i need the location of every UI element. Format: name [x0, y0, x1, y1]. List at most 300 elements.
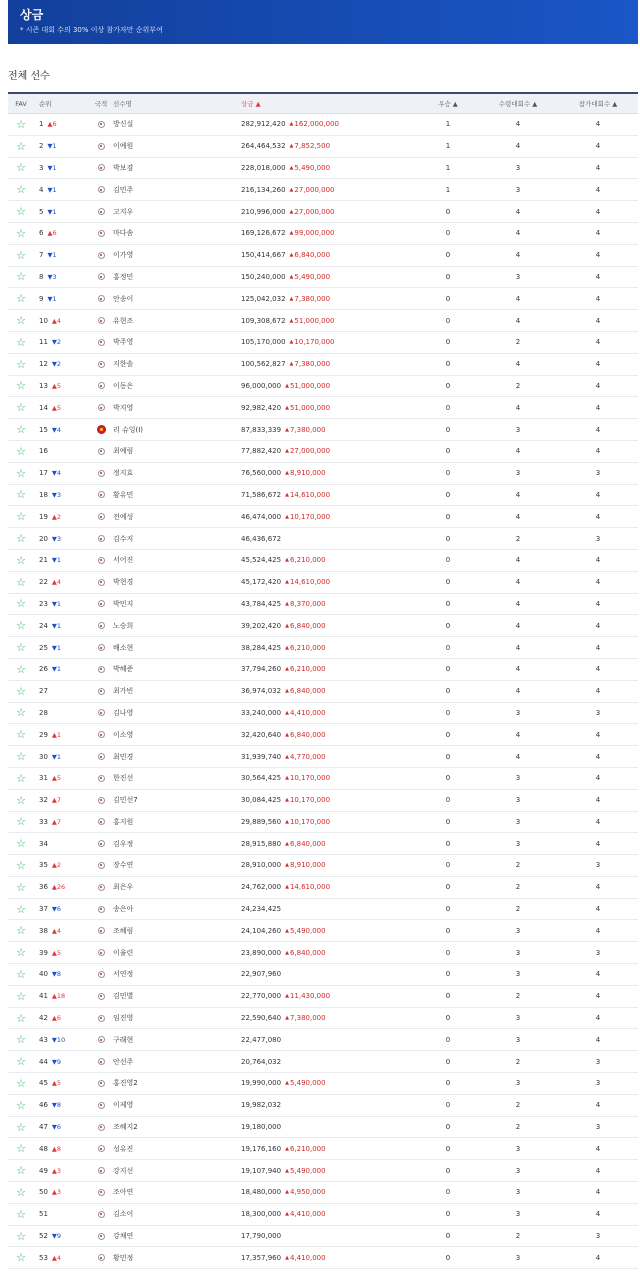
table-row[interactable] [8, 964, 638, 986]
player-name-link[interactable]: 성유진 [113, 1144, 134, 1153]
player-name-link[interactable]: 정지효 [113, 469, 134, 478]
table-row[interactable] [8, 899, 638, 921]
korea-flag-icon [98, 121, 105, 128]
player-name-link[interactable]: 이율린 [113, 948, 134, 957]
rank-value: 21 [39, 556, 48, 565]
table-row[interactable] [8, 441, 638, 463]
favorite-star-icon[interactable]: ☆ [16, 357, 26, 371]
wins-value: 0 [445, 578, 451, 587]
player-name-link[interactable]: 김나영 [113, 708, 134, 717]
favorite-star-icon[interactable]: ☆ [16, 292, 26, 306]
played-value: 4 [595, 207, 601, 216]
korea-flag-icon [98, 164, 105, 171]
played-value: 4 [595, 1144, 601, 1153]
prize-value: 125,042,032 [241, 294, 286, 303]
wins-value: 0 [445, 970, 451, 979]
player-name-link[interactable]: 김민선7 [113, 796, 138, 805]
favorite-star-icon[interactable]: ☆ [16, 161, 26, 175]
rank-value: 41 [39, 992, 48, 1001]
favorite-star-icon[interactable]: ☆ [16, 532, 26, 546]
table-row[interactable] [8, 790, 638, 812]
table-row[interactable] [8, 1182, 638, 1204]
rank-down-indicator: ▼1 [51, 599, 62, 608]
rank-down-indicator: ▼1 [47, 185, 57, 194]
favorite-star-icon[interactable]: ☆ [16, 1229, 26, 1243]
prize-delta: ▲ 7,852,500 [290, 142, 331, 150]
player-name-link[interactable]: 홍정민 [113, 272, 134, 281]
table-row[interactable] [8, 681, 638, 703]
played-value: 4 [595, 599, 601, 608]
favorite-star-icon[interactable]: ☆ [16, 423, 26, 437]
player-name-link[interactable]: 이가영 [113, 251, 134, 260]
wins-value: 0 [445, 1232, 451, 1241]
table-row[interactable] [8, 419, 638, 441]
player-name-link[interactable]: 최은우 [113, 883, 134, 892]
table-row[interactable] [8, 267, 638, 289]
prize-delta: ▲ 4,410,000 [285, 1210, 326, 1218]
korea-flag-icon [98, 884, 105, 891]
korea-flag-icon [98, 295, 105, 302]
received-value: 3 [515, 1188, 521, 1197]
player-name-link[interactable]: 김우정 [113, 839, 134, 848]
wins-value: 0 [445, 861, 451, 870]
korea-flag-icon [98, 470, 105, 477]
player-name-link[interactable]: 이예원 [113, 142, 134, 151]
table-row[interactable] [8, 615, 638, 637]
wins-value: 0 [445, 469, 451, 478]
prize-value: 22,770,000 [241, 992, 282, 1001]
favorite-star-icon[interactable]: ☆ [16, 793, 26, 807]
table-row[interactable] [8, 1160, 638, 1182]
received-value: 3 [515, 926, 521, 935]
favorite-star-icon[interactable]: ☆ [16, 858, 26, 872]
rank-value: 11 [39, 338, 48, 347]
favorite-star-icon[interactable]: ☆ [16, 248, 26, 262]
player-name-link[interactable]: 홍지원 [113, 817, 134, 826]
favorite-star-icon[interactable]: ☆ [16, 728, 26, 742]
table-row[interactable] [8, 1247, 638, 1269]
prize-value: 77,882,420 [241, 447, 282, 456]
favorite-star-icon[interactable]: ☆ [16, 815, 26, 829]
rank-up-indicator: ▲4 [51, 578, 62, 587]
korea-flag-icon [98, 1124, 105, 1131]
table-row[interactable] [8, 158, 638, 180]
player-name-link[interactable]: 방신실 [113, 120, 134, 129]
favorite-star-icon[interactable]: ☆ [16, 880, 26, 894]
table-row[interactable] [8, 1073, 638, 1095]
rank-up-indicator: ▲5 [51, 381, 62, 390]
prize-value: 36,974,032 [241, 687, 282, 696]
prize-value: 24,762,000 [241, 883, 282, 892]
rank-up-indicator: ▲6 [47, 229, 57, 238]
table-row[interactable] [8, 114, 638, 136]
table-row[interactable] [8, 659, 638, 681]
table-row[interactable] [8, 550, 638, 572]
prize-delta: ▲ 5,490,000 [285, 1079, 326, 1087]
prize-delta: ▲ 6,840,000 [285, 840, 326, 848]
player-name-link[interactable]: 조아연 [113, 1188, 134, 1197]
favorite-star-icon[interactable]: ☆ [16, 379, 26, 393]
favorite-star-icon[interactable]: ☆ [16, 444, 26, 458]
player-name-link[interactable]: 조혜림 [113, 926, 134, 935]
player-name-link[interactable]: 지한솔 [113, 360, 134, 369]
received-value: 4 [515, 687, 521, 696]
rank-value: 52 [39, 1232, 48, 1241]
favorite-star-icon[interactable]: ☆ [16, 226, 26, 240]
rank-down-indicator: ▼9 [51, 1057, 62, 1066]
rank-up-indicator: ▲7 [51, 796, 62, 805]
player-name-link[interactable]: 서연정 [113, 970, 134, 979]
prize-value: 150,414,667 [241, 251, 286, 260]
prize-value: 17,790,000 [241, 1232, 282, 1241]
player-name-link[interactable]: 안송이 [113, 294, 134, 303]
prize-value: 17,357,960 [241, 1253, 282, 1262]
header-played-sort[interactable]: 참가대회수 ▲ [578, 100, 618, 108]
played-value: 4 [595, 1035, 601, 1044]
wins-value: 0 [445, 403, 451, 412]
prize-value: 24,234,425 [241, 905, 282, 914]
rank-value: 30 [39, 752, 48, 761]
prize-value: 22,907,960 [241, 970, 282, 979]
favorite-star-icon[interactable]: ☆ [16, 1185, 26, 1199]
favorite-star-icon[interactable]: ☆ [16, 335, 26, 349]
table-row[interactable] [8, 833, 638, 855]
wins-value: 0 [445, 774, 451, 783]
received-value: 2 [515, 381, 521, 390]
table-row[interactable] [8, 245, 638, 267]
table-row[interactable] [8, 855, 638, 877]
player-name-link[interactable]: 최가빈 [113, 687, 134, 696]
favorite-star-icon[interactable]: ☆ [16, 575, 26, 589]
favorite-star-icon[interactable]: ☆ [16, 1120, 26, 1134]
korea-flag-icon [98, 1211, 105, 1218]
rank-down-indicator: ▼9 [51, 1232, 62, 1241]
received-value: 3 [515, 708, 521, 717]
favorite-star-icon[interactable]: ☆ [16, 1011, 26, 1025]
rank-value: 12 [39, 360, 48, 369]
played-value: 4 [595, 120, 601, 129]
favorite-star-icon[interactable]: ☆ [16, 270, 26, 284]
table-row[interactable] [8, 310, 638, 332]
table-row[interactable] [8, 1008, 638, 1030]
wins-value: 0 [445, 905, 451, 914]
player-name-link[interactable]: 고지우 [113, 207, 134, 216]
rank-down-indicator: ▼8 [51, 970, 62, 979]
favorite-star-icon[interactable]: ☆ [16, 1164, 26, 1178]
played-value: 4 [595, 425, 601, 434]
table-row[interactable] [8, 572, 638, 594]
prize-delta: ▲ 8,910,000 [285, 469, 326, 477]
prize-value: 109,308,672 [241, 316, 286, 325]
table-row[interactable] [8, 506, 638, 528]
favorite-star-icon[interactable]: ☆ [16, 1142, 26, 1156]
prize-value: 30,084,425 [241, 796, 282, 805]
received-value: 4 [515, 599, 521, 608]
prize-delta: ▲ 10,170,000 [285, 796, 330, 804]
wins-value: 0 [445, 1079, 451, 1088]
rank-value: 42 [39, 1014, 48, 1023]
prize-value: 23,890,000 [241, 948, 282, 957]
rank-up-indicator: ▲1 [51, 730, 62, 739]
rank-value: 32 [39, 796, 48, 805]
favorite-star-icon[interactable]: ☆ [16, 641, 26, 655]
player-name-link[interactable]: 박혜준 [113, 665, 134, 674]
favorite-star-icon[interactable]: ☆ [16, 967, 26, 981]
played-value: 4 [595, 360, 601, 369]
favorite-star-icon[interactable]: ☆ [16, 597, 26, 611]
korea-flag-icon [98, 731, 105, 738]
table-row[interactable] [8, 1095, 638, 1117]
korea-flag-icon [98, 906, 105, 913]
received-value: 4 [515, 665, 521, 674]
table-row[interactable] [8, 1029, 638, 1051]
table-row[interactable] [8, 223, 638, 245]
prize-delta: ▲ 6,840,000 [285, 687, 326, 695]
table-row[interactable] [8, 528, 638, 550]
prize-delta: ▲ 6,840,000 [285, 949, 326, 957]
player-name-link[interactable]: 김수지 [113, 534, 134, 543]
player-name-link[interactable]: 서어진 [113, 556, 134, 565]
received-value: 4 [515, 556, 521, 565]
table-row[interactable] [8, 1051, 638, 1073]
rank-value: 48 [39, 1144, 48, 1153]
player-name-link[interactable]: 장수연 [113, 861, 134, 870]
received-value: 4 [515, 512, 521, 521]
wins-value: 0 [445, 447, 451, 456]
table-row[interactable] [8, 332, 638, 354]
rank-down-indicator: ▼1 [47, 163, 57, 172]
received-value: 2 [515, 905, 521, 914]
rank-up-indicator: ▲8 [51, 1144, 62, 1153]
player-name-link[interactable]: 전예성 [113, 512, 134, 521]
prize-delta: ▲ 51,000,000 [285, 404, 330, 412]
rank-down-indicator: ▼1 [51, 752, 62, 761]
player-name-link[interactable]: 강채연 [113, 1232, 134, 1241]
wins-value: 0 [445, 796, 451, 805]
wins-value: 0 [445, 1253, 451, 1262]
korea-flag-icon [98, 818, 105, 825]
prize-delta: ▲ 7,380,000 [290, 295, 331, 303]
table-row[interactable] [8, 942, 638, 964]
played-value: 4 [595, 1210, 601, 1219]
player-name-link[interactable]: 홍진영2 [113, 1079, 138, 1088]
favorite-star-icon[interactable]: ☆ [16, 466, 26, 480]
korea-flag-icon [98, 709, 105, 716]
header-wins-sort[interactable]: 우승 ▲ [438, 100, 458, 108]
table-row[interactable] [8, 1204, 638, 1226]
rank-value: 33 [39, 817, 48, 826]
player-name-link[interactable]: 한진선 [113, 774, 134, 783]
favorite-star-icon[interactable]: ☆ [16, 619, 26, 633]
table-row[interactable] [8, 724, 638, 746]
player-name-link[interactable]: 김민별 [113, 992, 134, 1001]
korea-flag-icon [98, 579, 105, 586]
korea-flag-icon [98, 927, 105, 934]
received-value: 4 [515, 752, 521, 761]
favorite-star-icon[interactable]: ☆ [16, 553, 26, 567]
favorite-star-icon[interactable]: ☆ [16, 183, 26, 197]
rank-up-indicator: ▲4 [51, 1253, 62, 1262]
rank-value: 22 [39, 578, 48, 587]
player-name-link[interactable]: 최민경 [113, 752, 134, 761]
wins-value: 0 [445, 599, 451, 608]
prize-delta: ▲ 6,210,000 [285, 1145, 326, 1153]
favorite-star-icon[interactable]: ☆ [16, 924, 26, 938]
favorite-star-icon[interactable]: ☆ [16, 946, 26, 960]
table-row[interactable] [8, 1226, 638, 1248]
table-row[interactable] [8, 179, 638, 201]
table-row[interactable] [8, 397, 638, 419]
favorite-star-icon[interactable]: ☆ [16, 139, 26, 153]
wins-value: 0 [445, 1057, 451, 1066]
received-value: 3 [515, 1166, 521, 1175]
player-name-link[interactable]: 노승희 [113, 621, 134, 630]
player-name-link[interactable]: 김민주 [113, 185, 134, 194]
player-name-link[interactable]: 조혜지2 [113, 1123, 138, 1132]
rank-value: 5 [39, 207, 44, 216]
rank-value: 47 [39, 1123, 48, 1132]
table-row[interactable] [8, 376, 638, 398]
received-value: 3 [515, 970, 521, 979]
table-row[interactable] [8, 637, 638, 659]
wins-value: 0 [445, 883, 451, 892]
korea-flag-icon [98, 404, 105, 411]
player-name-link[interactable]: 안선주 [113, 1057, 134, 1066]
player-name-link[interactable]: 리 슈잉(I) [113, 425, 144, 434]
table-row[interactable] [8, 288, 638, 310]
korea-flag-icon [98, 753, 105, 760]
favorite-star-icon[interactable]: ☆ [16, 902, 26, 916]
table-row[interactable] [8, 136, 638, 158]
korea-flag-icon [98, 535, 105, 542]
favorite-star-icon[interactable]: ☆ [16, 1033, 26, 1047]
prize-value: 92,982,420 [241, 403, 282, 412]
favorite-star-icon[interactable]: ☆ [16, 684, 26, 698]
player-name-link[interactable]: 박주영 [113, 338, 134, 347]
favorite-star-icon[interactable]: ☆ [16, 662, 26, 676]
wins-value: 0 [445, 992, 451, 1001]
table-row[interactable] [8, 201, 638, 223]
player-name-link[interactable]: 마다솜 [113, 229, 134, 238]
player-name-link[interactable]: 박지영 [113, 403, 134, 412]
table-row[interactable] [8, 812, 638, 834]
table-row[interactable] [8, 485, 638, 507]
wins-value: 0 [445, 665, 451, 674]
korea-flag-icon [98, 143, 105, 150]
player-name-link[interactable]: 황유민 [113, 490, 134, 499]
player-name-link[interactable]: 유현조 [113, 316, 134, 325]
table-row[interactable] [8, 1138, 638, 1160]
played-value: 4 [595, 774, 601, 783]
table-row[interactable] [8, 920, 638, 942]
prize-delta: ▲ 7,380,000 [285, 426, 326, 434]
header-prize-sort[interactable]: 상금 ▲ [241, 100, 261, 108]
table-row[interactable] [8, 986, 638, 1008]
rank-value: 23 [39, 599, 48, 608]
player-name-link[interactable]: 이동은 [113, 381, 134, 390]
header-received-sort[interactable]: 수령대회수 ▲ [498, 100, 538, 108]
table-row[interactable] [8, 1117, 638, 1139]
korea-flag-icon [98, 949, 105, 956]
played-value: 4 [595, 665, 601, 674]
korea-flag-icon [98, 557, 105, 564]
received-value: 3 [515, 1210, 521, 1219]
favorite-star-icon[interactable]: ☆ [16, 117, 26, 131]
rank-value: 20 [39, 534, 48, 543]
favorite-star-icon[interactable]: ☆ [16, 706, 26, 720]
prize-value: 24,104,260 [241, 926, 282, 935]
favorite-star-icon[interactable]: ☆ [16, 510, 26, 524]
player-name-link[interactable]: 박현경 [113, 578, 134, 587]
player-name-link[interactable]: 박민지 [113, 599, 134, 608]
favorite-star-icon[interactable]: ☆ [16, 1098, 26, 1112]
rank-down-indicator: ▼3 [51, 490, 62, 499]
table-row[interactable] [8, 746, 638, 768]
prize-delta: ▲ 11,430,000 [285, 992, 330, 1000]
prize-value: 216,134,260 [241, 185, 286, 194]
received-value: 2 [515, 992, 521, 1001]
favorite-star-icon[interactable]: ☆ [16, 771, 26, 785]
player-name-link[interactable]: 구래현 [113, 1035, 134, 1044]
rank-value: 7 [39, 251, 44, 260]
table-row[interactable] [8, 463, 638, 485]
player-name-link[interactable]: 임진영 [113, 1014, 134, 1023]
table-row[interactable] [8, 768, 638, 790]
prize-delta: ▲ 27,000,000 [285, 447, 330, 455]
received-value: 4 [515, 403, 521, 412]
prize-delta: ▲ 27,000,000 [290, 186, 335, 194]
favorite-star-icon[interactable]: ☆ [16, 750, 26, 763]
prize-value: 19,180,000 [241, 1123, 282, 1132]
favorite-star-icon[interactable]: ☆ [16, 314, 26, 328]
table-row[interactable] [8, 354, 638, 376]
received-value: 2 [515, 534, 521, 543]
played-value: 4 [595, 512, 601, 521]
player-name-link[interactable]: 최예림 [113, 447, 134, 456]
korea-flag-icon [98, 1036, 105, 1043]
player-name-link[interactable]: 송은아 [113, 905, 134, 914]
favorite-star-icon[interactable]: ☆ [16, 989, 26, 1003]
received-value: 2 [515, 861, 521, 870]
player-name-link[interactable]: 김소이 [113, 1210, 134, 1219]
table-row[interactable] [8, 703, 638, 725]
favorite-star-icon[interactable]: ☆ [16, 837, 26, 851]
player-name-link[interactable]: 배소현 [113, 643, 134, 652]
table-row[interactable] [8, 877, 638, 899]
korea-flag-icon [98, 513, 105, 520]
favorite-star-icon[interactable]: ☆ [16, 488, 26, 502]
favorite-star-icon[interactable]: ☆ [16, 401, 26, 415]
player-name-link[interactable]: 박보겸 [113, 163, 134, 172]
korea-flag-icon [98, 775, 105, 782]
favorite-star-icon[interactable]: ☆ [16, 205, 26, 219]
favorite-star-icon[interactable]: ☆ [16, 1055, 26, 1069]
prize-value: 18,300,000 [241, 1210, 282, 1219]
favorite-star-icon[interactable]: ☆ [16, 1207, 26, 1221]
player-name-link[interactable]: 이제영 [113, 1101, 134, 1110]
rank-value: 15 [39, 425, 48, 434]
china-flag-icon [97, 425, 106, 434]
rank-value: 39 [39, 948, 48, 957]
prize-value: 18,480,000 [241, 1188, 282, 1197]
player-name-link[interactable]: 이소영 [113, 730, 134, 739]
prize-value: 37,794,260 [241, 665, 282, 674]
player-name-link[interactable]: 황민정 [113, 1253, 134, 1262]
player-name-link[interactable]: 강지선 [113, 1166, 134, 1175]
favorite-star-icon[interactable]: ☆ [16, 1251, 26, 1265]
favorite-star-icon[interactable]: ☆ [16, 1076, 26, 1090]
table-row[interactable] [8, 594, 638, 616]
